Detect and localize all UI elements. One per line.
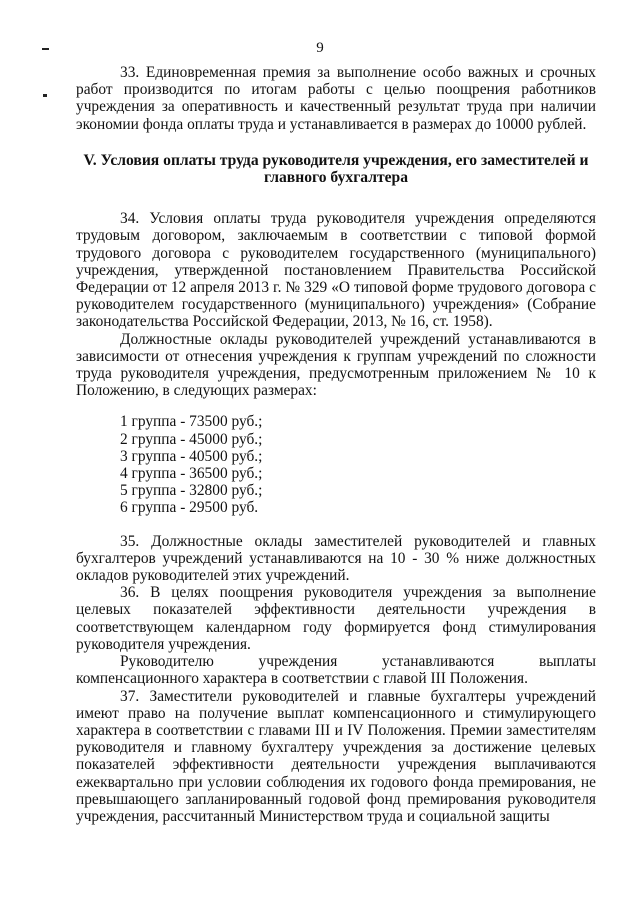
paragraph-36-head-rest: компенсационного характера в соответствии с главой III Положения.: [76, 670, 528, 688]
scan-artifact-dot: [43, 94, 47, 97]
document-body: [76, 64, 596, 825]
word: учреждения: [258, 653, 338, 671]
word: выплаты: [538, 653, 596, 671]
salary-group-item: 4 группа - 36500 руб.;: [120, 465, 263, 483]
salary-group-list: [76, 413, 596, 516]
salary-group-item: 2 группа - 45000 руб.;: [120, 430, 263, 448]
salary-group-item: 1 группа - 73500 руб.;: [120, 413, 263, 431]
paragraph-37: 37. Заместители руководителей и главные бухгалтеры учреждений имеют право на получение выплат компенсационного и стимулирующего характера в соответствии с главами III и IV Положения. Премии заместителям руководителя и главному бухгалтеру учреждения за достижение целевых показателей эффективности деятельности учреждения выплачиваются ежеквартально при условии соблюдения их годового фонда премирования, не превышающего запланированный годовой фонд премирования руководителя учреждения, рассчитанный Министерством труда и социальной защиты: [76, 687, 596, 825]
paragraph-36-head-line: [76, 653, 596, 670]
paragraph-33: 33. Единовременная премия за выполнение особо важных и срочных работ производится по итогам работы с целью поощрения работников учреждения за оперативность и качественный результат труда при наличии экономии фонда оплаты труда и устанавливается в размерах до 10000 рублей.: [76, 64, 596, 133]
salary-group-item: 3 группа - 40500 руб.;: [120, 447, 263, 465]
salary-group-item: 6 группа - 29500 руб.: [120, 499, 259, 517]
paragraph-35: 35. Должностные оклады заместителей руководителей и главных бухгалтеров учреждений устанавливаются на 10 - 30 % ниже должностных окладов руководителей этих учреждений.: [76, 532, 596, 585]
word: устанавливаются: [381, 653, 495, 671]
word: Руководителю: [120, 653, 214, 671]
paragraph-36: 36. В целях поощрения руководителя учреждения за выполнение целевых показателей эффективности деятельности учреждения в соответствующем календарном году формируется фонд стимулирования руководителя учреждения.: [76, 584, 596, 653]
salary-group-item: 5 группа - 32800 руб.;: [120, 482, 263, 500]
paragraph-34: 34. Условия оплаты труда руководителя учреждения определяются трудовым договором, заключаемым в соответствии с типовой формой трудового договора с руководителем государственного (муниципального) учреждения, утвержденной постановлением Правительства Российской Федерации от 12 апреля 2013 г. № 329 «О типовой форме трудового договора с руководителем государственного (муниципального) учреждения» (Собрание законодательства Российской Федерации, 2013, № 16, ст. 1958).: [76, 210, 596, 331]
page-number: 9: [316, 40, 324, 56]
section-heading: V. Условия оплаты труда руководителя учреждения, его заместителей и главного бухгалтера: [83, 151, 589, 187]
paragraph-34-salaries: Должностные оклады руководителей учреждений устанавливаются в зависимости от отнесения учреждения к группам учреждений по сложности труда руководителя учреждения, предусмотренным приложением № 10 к Положению, в следующих размерах:: [76, 330, 596, 400]
